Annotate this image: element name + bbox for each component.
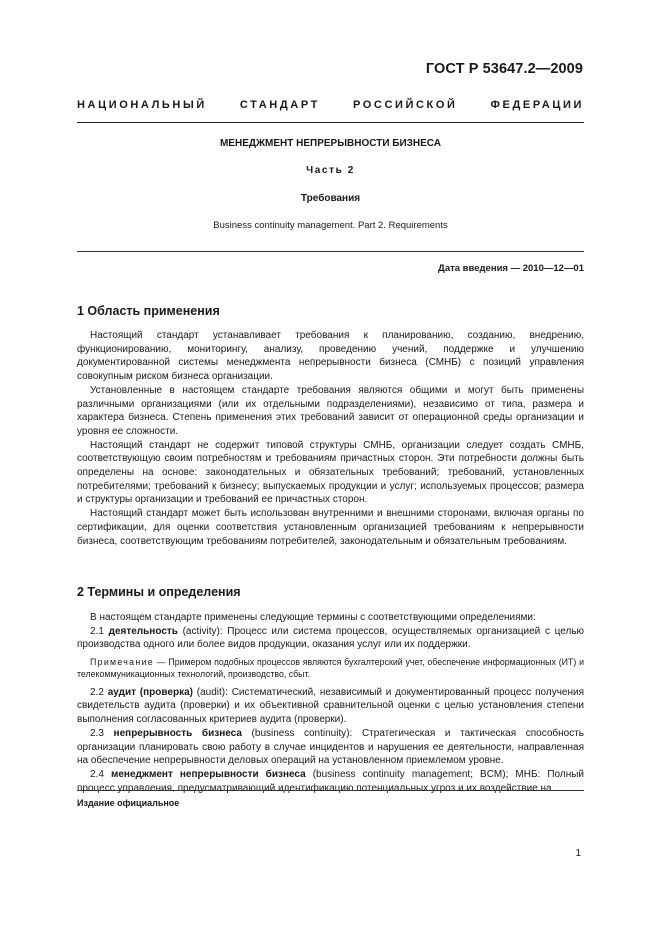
title-rule (77, 251, 584, 252)
note-label: Примечание (90, 657, 154, 668)
part-label: Часть 2 (306, 165, 355, 176)
introduction-date: Дата введения — 2010—12—01 (438, 263, 584, 274)
header-rule (77, 122, 584, 123)
term-2-4 (77, 768, 584, 795)
term-number: 2.2 (90, 686, 104, 698)
term-2-3 (77, 727, 584, 768)
term-definition: (business continuity): Стратегическая и тактическая способность организации планировать свою работу в случае инцидентов и нарушения ее деятельности, направленная на обеспечение непрерывности деловых операций на установленном приемлемом уровне. (77, 727, 585, 767)
section-1-heading: 1 Область применения (77, 304, 220, 318)
gost-number: ГОСТ Р 53647.2—2009 (425, 61, 583, 77)
term-definition: (business continuity management; BCM); МНБ: Полный процесс управления, предусматривающий идентификацию потенциальных угроз и их воздействие на (77, 768, 584, 794)
document-title: МЕНЕДЖМЕНТ НЕПРЕРЫВНОСТИ БИЗНЕСА (219, 138, 442, 149)
term-definition: (activity): Процесс или система процессов, осуществляемых организацией с целью производства одного или более видов продукции, оказания услуг или их поддержки. (77, 625, 585, 651)
term-definition: (audit): Систематический, независимый и документированный процесс получения свидетельств аудита (проверки) и их объективной сравнительной оценки с целью установления степени выполнения согласованных критериев аудита (проверки). (77, 686, 584, 726)
term-name: менеджмент непрерывности бизнеса (110, 768, 306, 780)
national-standard-banner: НАЦИОНАЛЬНЫЙ СТАНДАРТ РОССИЙСКОЙ ФЕДЕРАЦИИ (77, 99, 584, 111)
section-2-body (77, 611, 584, 795)
section-1-body (77, 329, 584, 548)
paragraph: Установленные в настоящем стандарте требования являются общими и могут быть применены различными организациями (или их отдельными подразделениями), независимо от типа, размера и характера бизнеса. Степень применения этих требований зависит от операционной среды организации и уровня ее сложности. (77, 384, 584, 437)
english-title: Business continuity management. Part 2. Requirements (213, 220, 448, 231)
paragraph: Настоящий стандарт может быть использован внутренними и внешними сторонами, включая органы по сертификации, для оценки соответствия установленным организацией требованиям к непрерывности бизнеса, соответствующим требованиям потребителей, законодательным и обязательным требованиям. (77, 508, 584, 547)
footer-rule (77, 790, 584, 791)
official-edition-label: Издание официальное (77, 798, 180, 808)
term-2-1 (77, 625, 584, 652)
section-2-intro: В настоящем стандарте применены следующие термины с соответствующими определениями: (90, 612, 536, 623)
term-number: 2.4 (90, 768, 104, 780)
term-number: 2.1 (90, 625, 104, 637)
term-name: деятельность (108, 625, 178, 637)
note-text: — Примером подобных процессов являются бухгалтерский учет, обеспечение информационных (ИТ) и телекоммуникационных технологий, производство, сбыт. (77, 657, 584, 680)
term-name: аудит (проверка) (107, 686, 193, 698)
page-number: 1 (575, 848, 581, 859)
term-number: 2.3 (90, 727, 104, 739)
paragraph: Настоящий стандарт не содержит типовой структуры СМНБ, организации следует создать СМНБ, соответствующую своим потребностям и требованиям причастных сторон. Эти потребности должны быть определены на основе: законодательных и обязательных требований; требований, установленных потребителями; требований к бизнесу; выпускаемых продукции и услуг; используемых процессов; размера и структуры организации и требований ее причастных сторон. (77, 439, 584, 506)
paragraph: Настоящий стандарт устанавливает требования к планированию, созданию, внедрению, функционированию, мониторингу, анализу, проведению учений, поддержке и улучшению документированной системы менеджмента непрерывности бизнеса (СМНБ) с позиций управления совокупным риском бизнеса организации. (77, 330, 584, 383)
term-2-2 (77, 686, 584, 727)
document-subtitle: Требования (300, 193, 361, 204)
term-name: непрерывность бизнеса (113, 727, 242, 739)
note (77, 656, 584, 681)
section-2-heading: 2 Термины и определения (77, 585, 241, 599)
